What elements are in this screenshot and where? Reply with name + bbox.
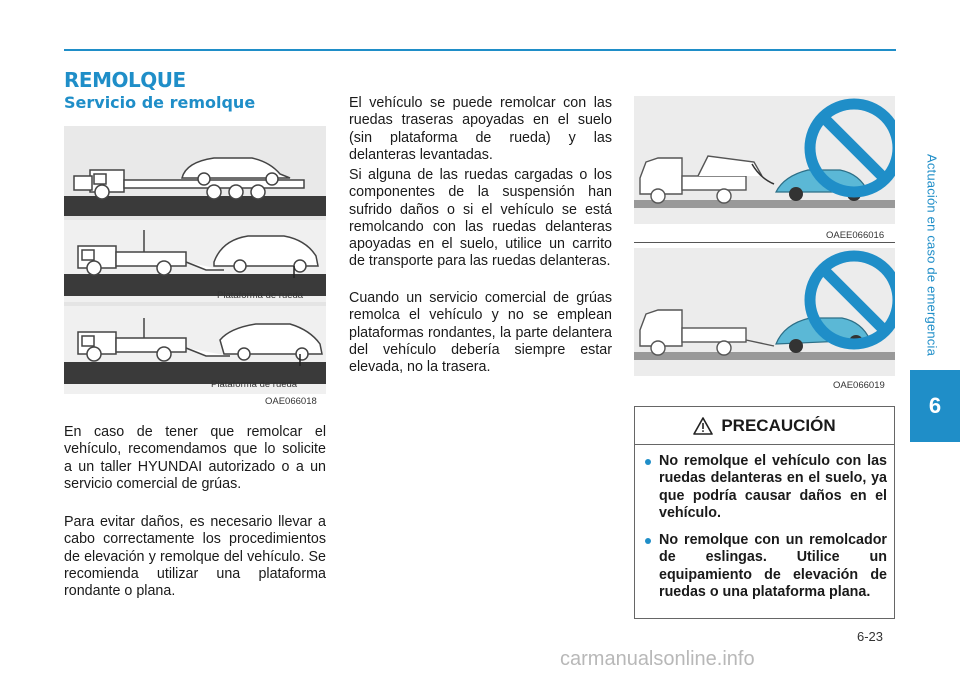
caution-item — [643, 453, 887, 522]
left-paragraph-2: Para evitar daños, es necesario llevar a cabo correctamente los procedimientos de elevación y remolque del vehículo. Se recomienda utilizar una plataforma rondante o plana. — [64, 514, 326, 600]
right-figure-divider — [634, 242, 895, 243]
wheel-lift-figure — [634, 248, 895, 376]
middle-paragraph-3: Cuando un servicio comercial de grúas remolca el vehículo y no se emplean plataformas rondantes, la parte delantera del vehículo debería siempre estar elevada, no la trasera. — [349, 290, 612, 376]
caution-title: PRECAUCIÓN — [721, 415, 836, 435]
tow-truck-figure — [64, 126, 326, 394]
bullet-icon — [645, 538, 651, 544]
left-paragraph-1: En caso de tener que remolcar el vehículo, recomendamos que lo solicite a un taller HYUNDAI autorizado o a un servicio comercial de grúas. — [64, 424, 326, 492]
figure-code-right-top: OAEE066016 — [826, 230, 885, 241]
middle-paragraph-1: El vehículo se puede remolcar con las ruedas traseras apoyadas en el suelo (sin plataforma de rueda) y las delanteras levantadas. — [349, 95, 612, 163]
chapter-tab[interactable]: 6 — [910, 370, 960, 442]
caution-item-text: No remolque el vehículo con las ruedas delanteras en el suelo, ya que podría causar daños en el vehículo. — [659, 453, 887, 521]
caution-box — [634, 406, 895, 619]
caption-wheel-dolly-2: Plataforma de rueda — [211, 379, 298, 390]
section-title: REMOLQUE — [64, 68, 186, 92]
page-subtitle: Servicio de remolque — [64, 93, 256, 112]
figure-code-left: OAE066018 — [265, 396, 317, 407]
figure-code-right-bottom: OAE066019 — [833, 380, 885, 391]
chapter-title-vertical — [922, 145, 942, 365]
warning-triangle-icon — [693, 417, 713, 435]
watermark: carmanualsonline.info — [560, 648, 755, 670]
caution-list — [643, 453, 887, 611]
sling-tow-figure — [634, 96, 895, 224]
bullet-icon — [645, 459, 651, 465]
caution-header — [635, 407, 894, 445]
middle-paragraph-2: Si alguna de las ruedas cargadas o los componentes de la suspensión han sufrido daños o si el vehículo se está remolcando con las ruedas delanteras apoyadas en el suelo, utilice un carrito de transporte para las ruedas delanteras. — [349, 167, 612, 270]
caution-item-text: No remolque con un remolcador de eslingas. Utilice un equipamiento de elevación de ruedas o una plataforma plana. — [659, 532, 887, 601]
page-number: 6-23 — [857, 629, 884, 644]
caution-item — [643, 532, 887, 601]
caption-wheel-dolly-1: Plataforma de rueda — [217, 290, 304, 301]
top-rule — [64, 49, 896, 51]
chapter-title-text: Actuación en caso de emergencia — [924, 153, 940, 357]
